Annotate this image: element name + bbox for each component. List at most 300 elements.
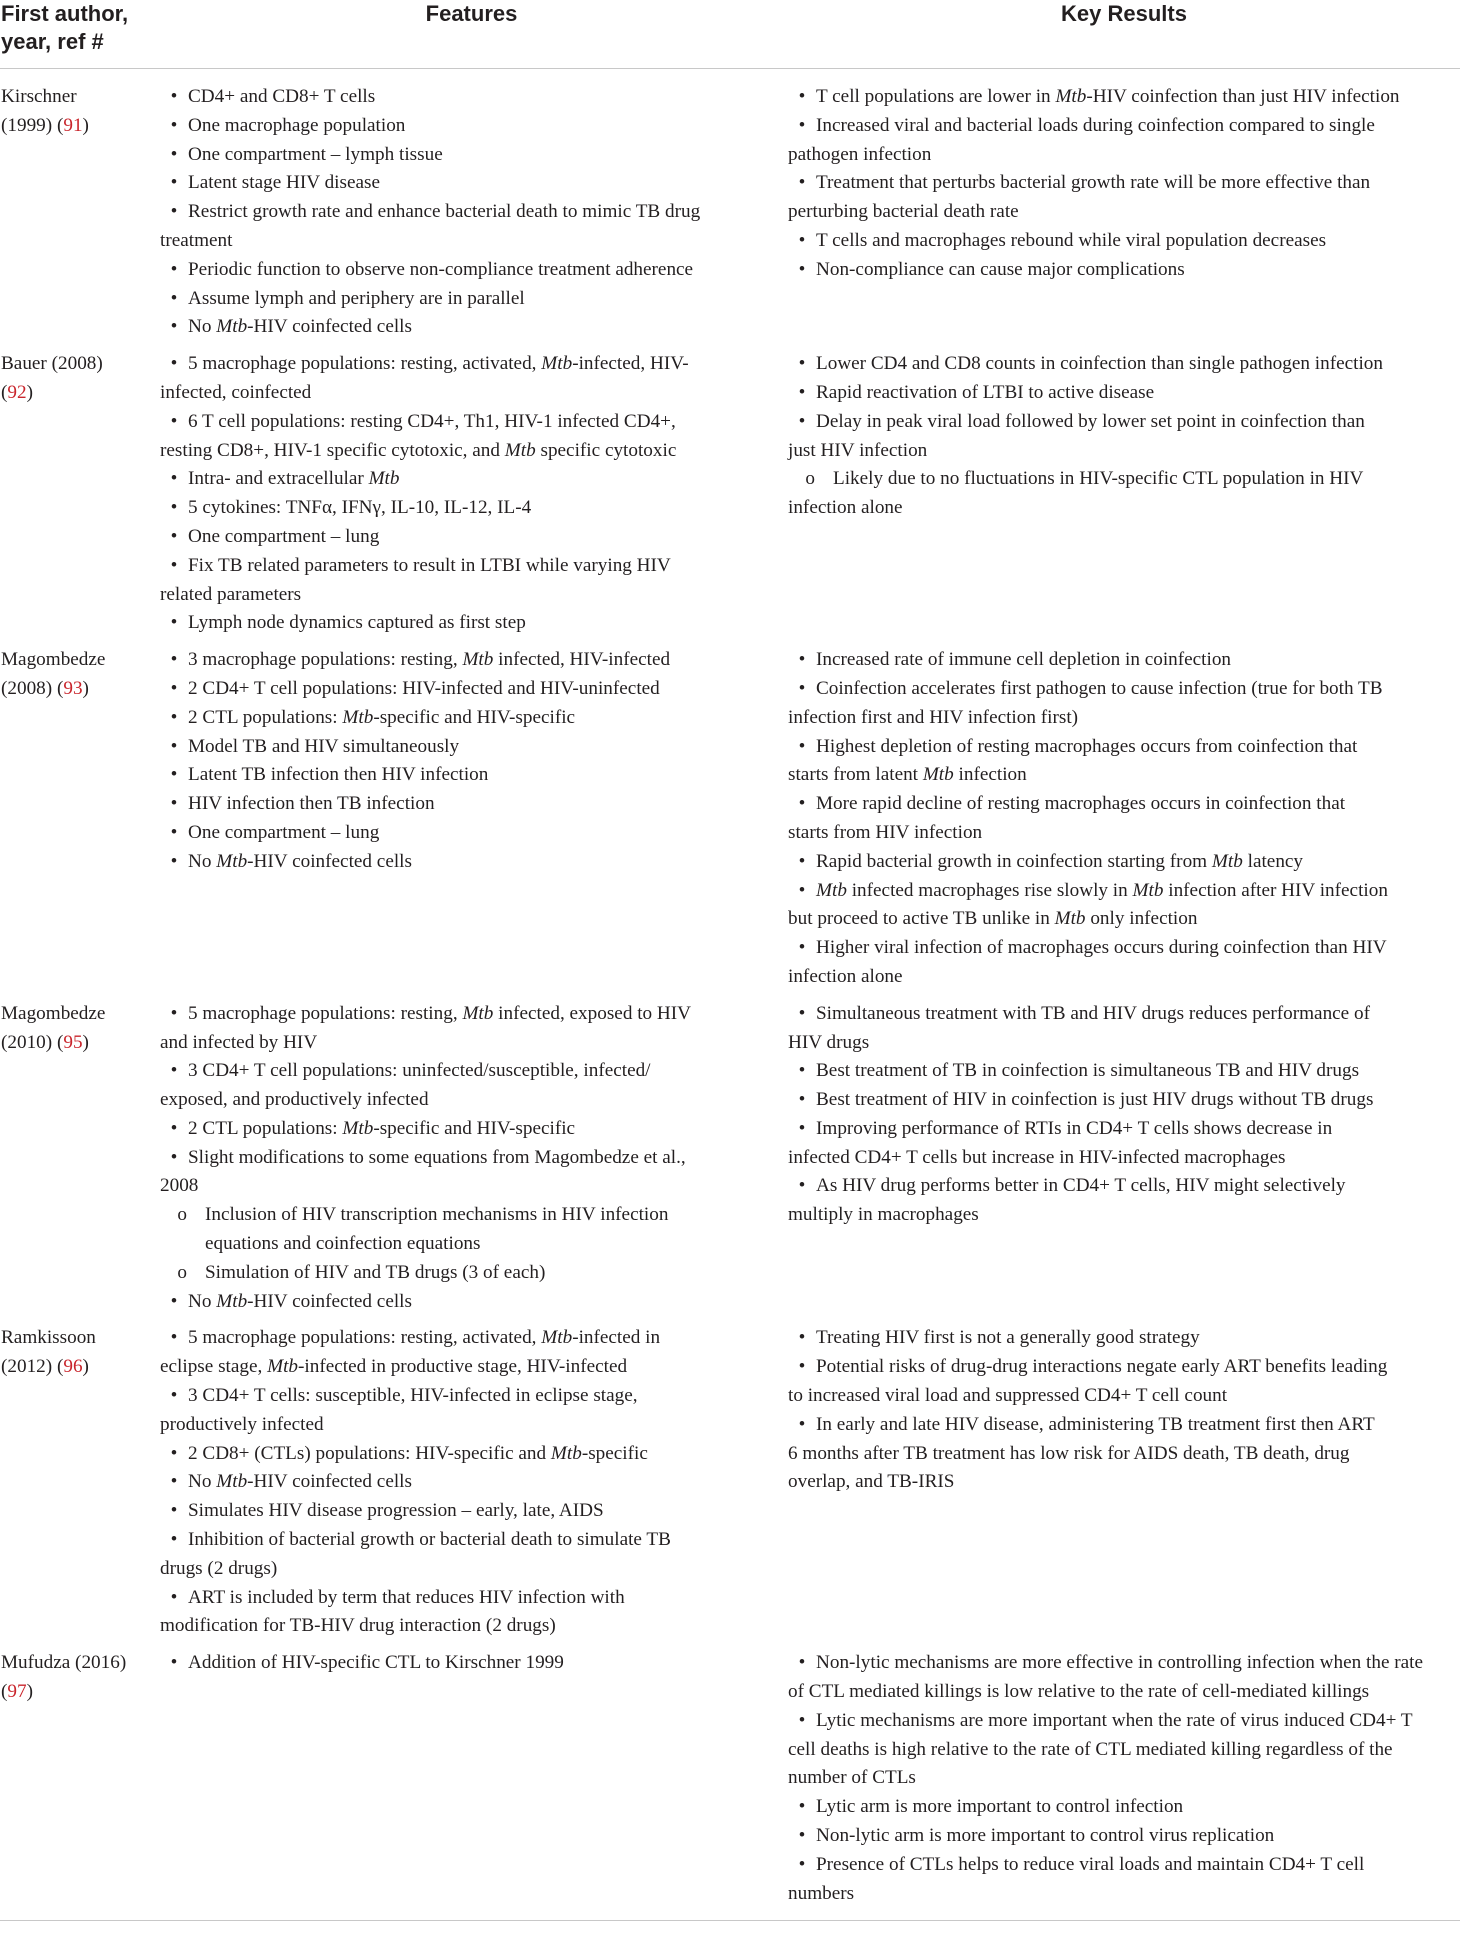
result-text: Increased rate of immune cell depletion in coinfection xyxy=(816,649,1232,671)
feature-line xyxy=(160,1382,780,1411)
sub-bullet-marker: o xyxy=(177,1261,187,1283)
result-text: infected CD4+ T cells but increase in HIV-infected macrophages xyxy=(788,1146,1286,1168)
result-text: multiply in macrophages xyxy=(788,1204,979,1226)
result-text: Rapid reactivation of LTBI to active disease xyxy=(816,381,1155,403)
result-text: Lytic arm is more important to control infection xyxy=(816,1796,1184,1818)
bullet-marker: • xyxy=(170,1117,178,1139)
feature-text: productively infected xyxy=(160,1413,324,1435)
result-text: Increased viral and bacterial loads during coinfection compared to single xyxy=(816,114,1375,136)
result-text: Best treatment of HIV in coinfection is just HIV drugs without TB drugs xyxy=(816,1089,1374,1111)
feature-line xyxy=(160,1584,780,1613)
result-text: HIV drugs xyxy=(788,1031,870,1053)
result-line xyxy=(788,83,1460,112)
result-text: T cell populations are lower in Mtb-HIV coinfection than just HIV infection xyxy=(816,86,1400,107)
feature-text: drugs (2 drugs) xyxy=(160,1557,278,1579)
feature-line xyxy=(160,227,780,256)
bullet-marker: • xyxy=(170,821,178,843)
bullet-marker: • xyxy=(798,850,806,872)
feature-line xyxy=(160,675,780,704)
table-row xyxy=(0,646,1460,1000)
result-line xyxy=(788,819,1460,848)
table-row xyxy=(0,1324,1460,1649)
result-text: T cells and macrophages rebound while viral population decreases xyxy=(816,229,1327,251)
result-text: Highest depletion of resting macrophages occurs from coinfection that xyxy=(816,735,1358,757)
bullet-marker: • xyxy=(170,143,178,165)
result-line xyxy=(788,848,1460,877)
feature-line xyxy=(160,1144,780,1173)
feature-line xyxy=(160,1029,780,1058)
bullet-marker: • xyxy=(798,1709,806,1731)
bullet-marker: • xyxy=(798,937,806,959)
feature-text: 5 cytokines: TNFα, IFNγ, IL-10, IL-12, IL-4 xyxy=(188,497,532,519)
result-text: As HIV drug performs better in CD4+ T cells, HIV might selectively xyxy=(816,1175,1346,1197)
reference-link[interactable]: 97 xyxy=(7,1681,27,1703)
result-italic: Mtb xyxy=(1054,908,1086,930)
feature-text: Simulation of HIV and TB drugs (3 of each) xyxy=(205,1261,546,1283)
result-italic: Mtb xyxy=(922,764,954,786)
result-italic: Mtb xyxy=(1055,86,1087,107)
feature-text: 5 macrophage populations: resting, activated, Mtb-infected, HIV- xyxy=(188,353,689,375)
bullet-marker: • xyxy=(798,1825,806,1847)
feature-line xyxy=(160,1324,780,1353)
feature-line xyxy=(160,313,780,342)
result-line xyxy=(788,112,1460,141)
feature-line xyxy=(160,1440,780,1469)
result-text: starts from latent Mtb infection xyxy=(788,764,1027,786)
bullet-marker: • xyxy=(170,353,178,375)
feature-line xyxy=(160,1172,780,1201)
bullet-marker: • xyxy=(170,410,178,432)
feature-text: Latent TB infection then HIV infection xyxy=(188,764,489,786)
result-text: just HIV infection xyxy=(788,439,928,461)
bullet-marker: • xyxy=(170,1327,178,1349)
result-italic: Mtb xyxy=(1132,879,1164,901)
author-year-ref: (1999) (91) xyxy=(1,114,89,136)
bullet-marker: • xyxy=(170,1500,178,1522)
bullet-marker: • xyxy=(798,1002,806,1024)
cell-results xyxy=(788,69,1460,351)
result-text: Lower CD4 and CD8 counts in coinfection than single pathogen infection xyxy=(816,353,1383,375)
feature-line xyxy=(160,1000,780,1029)
header-author xyxy=(0,0,155,69)
bullet-marker: • xyxy=(170,497,178,519)
feature-text: One macrophage population xyxy=(188,114,406,136)
cell-features xyxy=(155,1324,788,1649)
author-year-ref: (97) xyxy=(1,1681,33,1703)
feature-text: Periodic function to observe non-compliance treatment adherence xyxy=(188,258,694,280)
feature-line xyxy=(160,1115,780,1144)
result-text: number of CTLs xyxy=(788,1767,916,1789)
result-line xyxy=(788,437,1460,466)
result-line xyxy=(788,256,1460,285)
result-line xyxy=(788,1382,1460,1411)
result-text: Presence of CTLs helps to reduce viral loads and maintain CD4+ T cell xyxy=(816,1853,1365,1875)
feature-text: resting CD8+, HIV-1 specific cytotoxic, and Mtb specific cytotoxic xyxy=(160,439,677,461)
result-line xyxy=(788,1468,1460,1497)
feature-text: eclipse stage, Mtb-infected in productive stage, HIV-infected xyxy=(160,1356,628,1378)
bullet-marker: • xyxy=(170,850,178,872)
cell-results xyxy=(788,1649,1460,1916)
feature-line xyxy=(160,1057,780,1086)
feature-text: ART is included by term that reduces HIV infection with xyxy=(188,1586,625,1608)
feature-line xyxy=(160,552,780,581)
result-line xyxy=(788,227,1460,256)
reference-link[interactable]: 92 xyxy=(7,381,27,403)
result-italic: Mtb xyxy=(816,879,847,901)
bullet-marker: • xyxy=(170,1385,178,1407)
result-line xyxy=(788,465,1460,494)
feature-line xyxy=(160,1526,780,1555)
feature-text: Slight modifications to some equations from Magombedze et al., xyxy=(188,1146,686,1168)
result-text: pathogen infection xyxy=(788,143,932,165)
feature-text: One compartment – lymph tissue xyxy=(188,143,443,165)
bullet-marker: • xyxy=(798,353,806,375)
bullet-marker: • xyxy=(798,1853,806,1875)
feature-line xyxy=(160,465,780,494)
author-name: Magombedze xyxy=(1,1002,106,1024)
result-line xyxy=(788,1822,1460,1851)
bullet-marker: • xyxy=(798,879,806,901)
sub-bullet-marker: o xyxy=(805,468,815,490)
reference-link[interactable]: 95 xyxy=(63,1031,83,1053)
feature-line xyxy=(160,1086,780,1115)
feature-text: No Mtb-HIV coinfected cells xyxy=(188,850,412,872)
feature-text: No Mtb-HIV coinfected cells xyxy=(188,1290,412,1312)
feature-text: 3 CD4+ T cell populations: uninfected/susceptible, infected/ xyxy=(188,1060,651,1082)
feature-line xyxy=(160,169,780,198)
result-line xyxy=(788,675,1460,704)
cell-author xyxy=(0,69,155,351)
feature-line xyxy=(160,112,780,141)
result-text: of CTL mediated killings is low relative to the rate of cell-mediated killings xyxy=(788,1681,1370,1703)
bullet-marker: • xyxy=(798,86,806,107)
result-text: Higher viral infection of macrophages occurs during coinfection than HIV xyxy=(816,937,1387,959)
cell-features xyxy=(155,1000,788,1325)
cell-features xyxy=(155,1649,788,1916)
feature-text: 6 T cell populations: resting CD4+, Th1, HIV-1 infected CD4+, xyxy=(188,410,676,432)
result-line xyxy=(788,1029,1460,1058)
bullet-marker: • xyxy=(170,677,178,699)
bullet-marker: • xyxy=(170,1442,178,1464)
bullet-marker: • xyxy=(798,114,806,136)
feature-text: Inclusion of HIV transcription mechanisms in HIV infection xyxy=(205,1204,669,1226)
feature-line xyxy=(160,379,780,408)
feature-text: 5 macrophage populations: resting, activated, Mtb-infected in xyxy=(188,1327,661,1349)
bullet-marker: • xyxy=(798,735,806,757)
result-text: Non-lytic mechanisms are more effective in controlling infection when the rate xyxy=(816,1652,1424,1674)
bullet-marker: • xyxy=(798,1327,806,1349)
result-line xyxy=(788,1851,1460,1880)
feature-text: CD4+ and CD8+ T cells xyxy=(188,86,376,107)
bullet-marker: • xyxy=(798,1796,806,1818)
cell-author xyxy=(0,646,155,1000)
author-year-ref: (2008) (93) xyxy=(1,677,89,699)
reference-link[interactable]: 96 xyxy=(63,1356,83,1378)
bullet-marker: • xyxy=(170,793,178,815)
bullet-marker: • xyxy=(798,258,806,280)
feature-italic: Mtb xyxy=(504,439,536,461)
result-line xyxy=(788,733,1460,762)
bullet-marker: • xyxy=(170,764,178,786)
result-line xyxy=(788,1000,1460,1029)
feature-text: and infected by HIV xyxy=(160,1031,318,1053)
bullet-marker: • xyxy=(798,1117,806,1139)
feature-text: Intra- and extracellular Mtb xyxy=(188,468,400,490)
result-text: Potential risks of drug-drug interactions negate early ART benefits leading xyxy=(816,1356,1388,1378)
bullet-marker: • xyxy=(798,1089,806,1111)
result-line xyxy=(788,198,1460,227)
feature-italic: Mtb xyxy=(267,1356,299,1378)
result-text: infection alone xyxy=(788,965,903,987)
result-text: In early and late HIV disease, administering TB treatment first then ART xyxy=(816,1413,1375,1435)
result-line xyxy=(788,761,1460,790)
feature-text: 2 CTL populations: Mtb-specific and HIV-specific xyxy=(188,1117,576,1139)
feature-line xyxy=(160,1230,780,1259)
feature-text: 2 CTL populations: Mtb-specific and HIV-specific xyxy=(188,706,576,728)
bullet-marker: • xyxy=(170,86,178,107)
result-text: numbers xyxy=(788,1882,855,1904)
feature-line xyxy=(160,1288,780,1317)
bullet-marker: • xyxy=(170,1652,178,1674)
result-line xyxy=(788,934,1460,963)
result-text: overlap, and TB-IRIS xyxy=(788,1471,955,1493)
cell-features xyxy=(155,350,788,646)
feature-line xyxy=(160,790,780,819)
result-text: Treatment that perturbs bacterial growth rate will be more effective than xyxy=(816,172,1371,194)
bullet-marker: • xyxy=(798,649,806,671)
header-author-line1: First author, xyxy=(1,1,129,26)
result-text: Improving performance of RTIs in CD4+ T cells shows decrease in xyxy=(816,1117,1333,1139)
cell-author xyxy=(0,350,155,646)
feature-text: 5 macrophage populations: resting, Mtb infected, exposed to HIV xyxy=(188,1002,692,1024)
result-line xyxy=(788,1678,1460,1707)
result-text: but proceed to active TB unlike in Mtb only infection xyxy=(788,908,1198,930)
feature-italic: Mtb xyxy=(541,1327,573,1349)
result-line xyxy=(788,141,1460,170)
feature-line xyxy=(160,761,780,790)
result-line xyxy=(788,1764,1460,1793)
feature-text: Restrict growth rate and enhance bacterial death to mimic TB drug xyxy=(188,201,701,223)
bullet-marker: • xyxy=(170,1586,178,1608)
bullet-marker: • xyxy=(170,525,178,547)
author-year-ref: (2010) (95) xyxy=(1,1031,89,1053)
feature-text: One compartment – lung xyxy=(188,525,380,547)
result-text: Best treatment of TB in coinfection is simultaneous TB and HIV drugs xyxy=(816,1060,1360,1082)
table-row xyxy=(0,69,1460,351)
author-name: Mufudza (2016) xyxy=(1,1652,127,1674)
feature-text: 2 CD4+ T cell populations: HIV-infected and HIV-uninfected xyxy=(188,677,660,699)
feature-italic: Mtb xyxy=(462,649,494,671)
result-line xyxy=(788,1793,1460,1822)
result-text: 6 months after TB treatment has low risk for AIDS death, TB death, drug xyxy=(788,1442,1350,1464)
result-text: starts from HIV infection xyxy=(788,821,983,843)
bottom-rule xyxy=(0,1920,1460,1921)
feature-line xyxy=(160,285,780,314)
result-line xyxy=(788,1440,1460,1469)
feature-text: 3 CD4+ T cells: susceptible, HIV-infected in eclipse stage, xyxy=(188,1385,638,1407)
header-author-line2: year, ref # xyxy=(1,29,104,54)
result-line xyxy=(788,379,1460,408)
cell-features xyxy=(155,646,788,1000)
table-body xyxy=(0,69,1460,1917)
feature-text: 2 CD8+ (CTLs) populations: HIV-specific and Mtb-specific xyxy=(188,1442,648,1464)
feature-line xyxy=(160,1411,780,1440)
result-line xyxy=(788,905,1460,934)
table-row xyxy=(0,350,1460,646)
header-features: Features xyxy=(155,0,788,69)
table-header xyxy=(0,0,1460,69)
bullet-marker: • xyxy=(170,649,178,671)
bullet-marker: • xyxy=(170,706,178,728)
cell-results xyxy=(788,1000,1460,1325)
bullet-marker: • xyxy=(798,1060,806,1082)
feature-line xyxy=(160,581,780,610)
result-line xyxy=(788,1057,1460,1086)
bullet-marker: • xyxy=(170,172,178,194)
result-text: to increased viral load and suppressed CD4+ T cell count xyxy=(788,1385,1228,1407)
result-text: Simultaneous treatment with TB and HIV drugs reduces performance of xyxy=(816,1002,1370,1024)
feature-text: equations and coinfection equations xyxy=(205,1233,481,1255)
bullet-marker: • xyxy=(170,1060,178,1082)
cell-author xyxy=(0,1000,155,1325)
feature-line xyxy=(160,704,780,733)
feature-italic: Mtb xyxy=(342,1117,374,1139)
result-line xyxy=(788,1324,1460,1353)
feature-italic: Mtb xyxy=(216,850,248,872)
feature-line xyxy=(160,733,780,762)
result-line xyxy=(788,963,1460,992)
author-name: Kirschner xyxy=(1,86,77,107)
table-row xyxy=(0,1000,1460,1325)
feature-text: Lymph node dynamics captured as first step xyxy=(188,612,526,634)
cell-features xyxy=(155,69,788,351)
cell-results xyxy=(788,350,1460,646)
result-line xyxy=(788,1353,1460,1382)
bullet-marker: • xyxy=(798,793,806,815)
bullet-marker: • xyxy=(798,1413,806,1435)
bullet-marker: • xyxy=(170,114,178,136)
result-text: Treating HIV first is not a generally good strategy xyxy=(816,1327,1200,1349)
feature-line xyxy=(160,494,780,523)
feature-text: related parameters xyxy=(160,583,302,605)
feature-italic: Mtb xyxy=(541,353,573,375)
feature-italic: Mtb xyxy=(216,1290,248,1312)
feature-line xyxy=(160,350,780,379)
reference-link[interactable]: 91 xyxy=(63,114,83,136)
bullet-marker: • xyxy=(170,287,178,309)
feature-line xyxy=(160,1468,780,1497)
feature-text: No Mtb-HIV coinfected cells xyxy=(188,316,412,338)
reference-link[interactable]: 93 xyxy=(63,677,83,699)
feature-line xyxy=(160,848,780,877)
feature-text: treatment xyxy=(160,229,233,251)
feature-line xyxy=(160,1555,780,1584)
feature-line xyxy=(160,408,780,437)
result-line xyxy=(788,494,1460,523)
result-text: cell deaths is high relative to the rate of CTL mediated killing regardless of the xyxy=(788,1738,1393,1760)
feature-text: Model TB and HIV simultaneously xyxy=(188,735,460,757)
result-line xyxy=(788,350,1460,379)
result-line xyxy=(788,1707,1460,1736)
feature-text: Latent stage HIV disease xyxy=(188,172,380,194)
author-year-ref: (92) xyxy=(1,381,33,403)
result-line xyxy=(788,1649,1460,1678)
result-text: Likely due to no fluctuations in HIV-specific CTL population in HIV xyxy=(833,468,1364,490)
result-line xyxy=(788,1201,1460,1230)
bullet-marker: • xyxy=(798,381,806,403)
feature-text: Assume lymph and periphery are in parallel xyxy=(188,287,525,309)
author-name: Magombedze xyxy=(1,649,106,671)
result-text: Non-compliance can cause major complications xyxy=(816,258,1185,280)
feature-line xyxy=(160,819,780,848)
bullet-marker: • xyxy=(170,201,178,223)
result-text: Lytic mechanisms are more important when the rate of virus induced CD4+ T xyxy=(816,1709,1413,1731)
result-line xyxy=(788,408,1460,437)
feature-line xyxy=(160,437,780,466)
result-line xyxy=(788,790,1460,819)
feature-text: infected, coinfected xyxy=(160,381,312,403)
result-text: Delay in peak viral load followed by lower set point in coinfection than xyxy=(816,410,1365,432)
bullet-marker: • xyxy=(798,229,806,251)
feature-italic: Mtb xyxy=(550,1442,582,1464)
feature-text: Fix TB related parameters to result in LTBI while varying HIV xyxy=(188,554,671,576)
feature-text: Addition of HIV-specific CTL to Kirschner 1999 xyxy=(188,1652,564,1674)
bullet-marker: • xyxy=(170,1529,178,1551)
feature-italic: Mtb xyxy=(216,1471,248,1493)
feature-text: Simulates HIV disease progression – early, late, AIDS xyxy=(188,1500,604,1522)
feature-line xyxy=(160,1649,780,1678)
result-text: perturbing bacterial death rate xyxy=(788,201,1019,223)
feature-line xyxy=(160,1353,780,1382)
result-line xyxy=(788,169,1460,198)
bullet-marker: • xyxy=(798,410,806,432)
result-text: infection alone xyxy=(788,497,903,519)
bullet-marker: • xyxy=(170,1471,178,1493)
bullet-marker: • xyxy=(170,316,178,338)
result-text: Mtb infected macrophages rise slowly in Mtb infection after HIV infection xyxy=(816,879,1388,901)
bullet-marker: • xyxy=(170,1002,178,1024)
feature-text: One compartment – lung xyxy=(188,821,380,843)
feature-line xyxy=(160,1201,780,1230)
bullet-marker: • xyxy=(170,612,178,634)
feature-line xyxy=(160,1497,780,1526)
cell-author xyxy=(0,1324,155,1649)
bullet-marker: • xyxy=(170,468,178,490)
feature-italic: Mtb xyxy=(368,468,400,490)
result-line xyxy=(788,1880,1460,1909)
feature-italic: Mtb xyxy=(462,1002,494,1024)
result-text: More rapid decline of resting macrophages occurs in coinfection that xyxy=(816,793,1346,815)
bullet-marker: • xyxy=(170,735,178,757)
bullet-marker: • xyxy=(798,172,806,194)
result-italic: Mtb xyxy=(1211,850,1243,872)
feature-line xyxy=(160,646,780,675)
cell-results xyxy=(788,1324,1460,1649)
bullet-marker: • xyxy=(170,258,178,280)
feature-text: 3 macrophage populations: resting, Mtb infected, HIV-infected xyxy=(188,649,671,671)
author-year-ref: (2012) (96) xyxy=(1,1356,89,1378)
result-line xyxy=(788,704,1460,733)
table-row xyxy=(0,1649,1460,1916)
author-name: Ramkissoon xyxy=(1,1327,96,1349)
result-line xyxy=(788,1736,1460,1765)
result-line xyxy=(788,1172,1460,1201)
feature-text: 2008 xyxy=(160,1175,199,1197)
feature-line xyxy=(160,256,780,285)
bullet-marker: • xyxy=(170,554,178,576)
feature-line xyxy=(160,523,780,552)
cell-results xyxy=(788,646,1460,1000)
